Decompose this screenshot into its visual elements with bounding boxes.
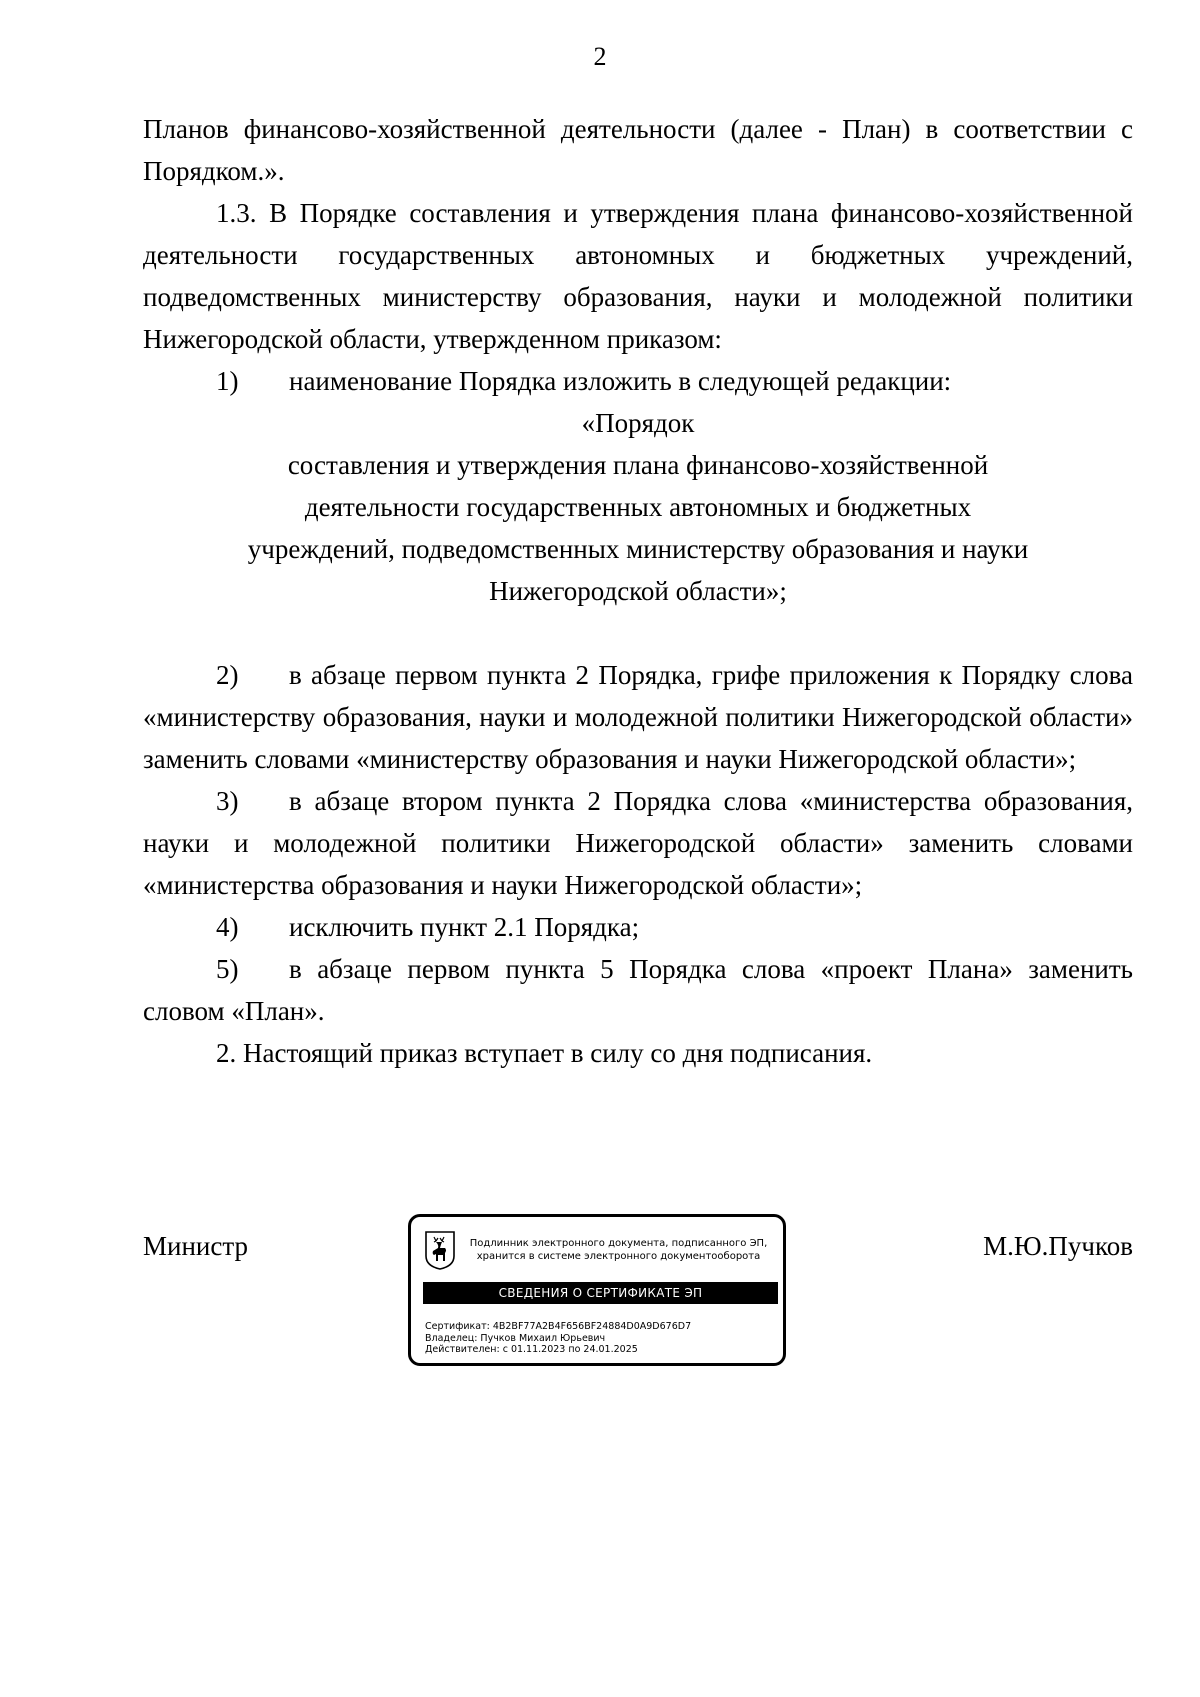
certificate-validity: Действителен: с 01.11.2023 по 24.01.2025 [425, 1344, 638, 1355]
list-item-number: 3) [216, 786, 239, 816]
quote-line: «Порядок [581, 408, 695, 438]
list-item-5 [143, 948, 1133, 1032]
paragraph-1-3: 1.3. В Порядке составления и утверждения плана финансово-хозяйственной деятельности государственных автономных и бюджетных учреждений, подведомственных министерству образования, науки и молодежной политики Нижегородской области, утвержденном приказом: [143, 198, 1133, 354]
list-item-number: 2) [216, 660, 239, 690]
quote-line: учреждений, подведомственных министерству образования и науки [247, 534, 1029, 564]
quote-line: Нижегородской области»; [489, 576, 787, 606]
deer-emblem-icon [424, 1230, 456, 1270]
certificate-info-title: СВЕДЕНИЯ О СЕРТИФИКАТЕ ЭП [423, 1282, 778, 1304]
list-item-number: 5) [216, 954, 239, 984]
list-item-text: в абзаце первом пункта 5 Порядка слова «проект Плана» заменить словом «План». [143, 954, 1133, 1026]
page-number: 2 [593, 42, 607, 71]
electronic-signature-stamp [408, 1214, 786, 1366]
quoted-title-block [143, 402, 1133, 654]
paragraph-2: 2. Настоящий приказ вступает в силу со дня подписания. [216, 1038, 873, 1068]
signer-position: Министр [143, 1231, 248, 1261]
stamp-header: Подлинник электронного документа, подписанного ЭП, хранится в системе электронного документооборота [469, 1238, 768, 1262]
certificate-number: Сертификат: 4B2BF77A2B4F656BF24884D0A9D676D7 [425, 1321, 692, 1332]
list-item-2 [143, 654, 1133, 780]
certificate-owner: Владелец: Пучков Михаил Юрьевич [425, 1332, 606, 1344]
list-item-1 [143, 360, 1133, 402]
quote-line: составления и утверждения плана финансово-хозяйственной [287, 450, 989, 480]
list-item-text: исключить пункт 2.1 Порядка; [289, 912, 640, 942]
certificate-details [425, 1321, 780, 1356]
list-item-3 [143, 780, 1133, 906]
list-item-text: в абзаце втором пункта 2 Порядка слова «министерства образования, науки и молодежной политики Нижегородской области» заменить словами «министерства образования и науки Нижегородской области»; [143, 786, 1133, 900]
list-item-text: в абзаце первом пункта 2 Порядка, грифе приложения к Порядку слова «министерству образования, науки и молодежной политики Нижегородской области» заменить словами «министерству образования и науки Нижегородской области»; [143, 660, 1133, 774]
signer-name: М.Ю.Пучков [983, 1231, 1133, 1261]
paragraph-continuation: Планов финансово-хозяйственной деятельности (далее - План) в соответствии с Порядком.». [143, 114, 1133, 186]
list-item-text: наименование Порядка изложить в следующей редакции: [289, 366, 952, 396]
list-item-4 [143, 906, 1133, 948]
quote-line: деятельности государственных автономных и бюджетных [304, 492, 972, 522]
list-item-number: 4) [216, 912, 239, 942]
list-item-number: 1) [216, 366, 239, 396]
document-body [143, 108, 1133, 1074]
